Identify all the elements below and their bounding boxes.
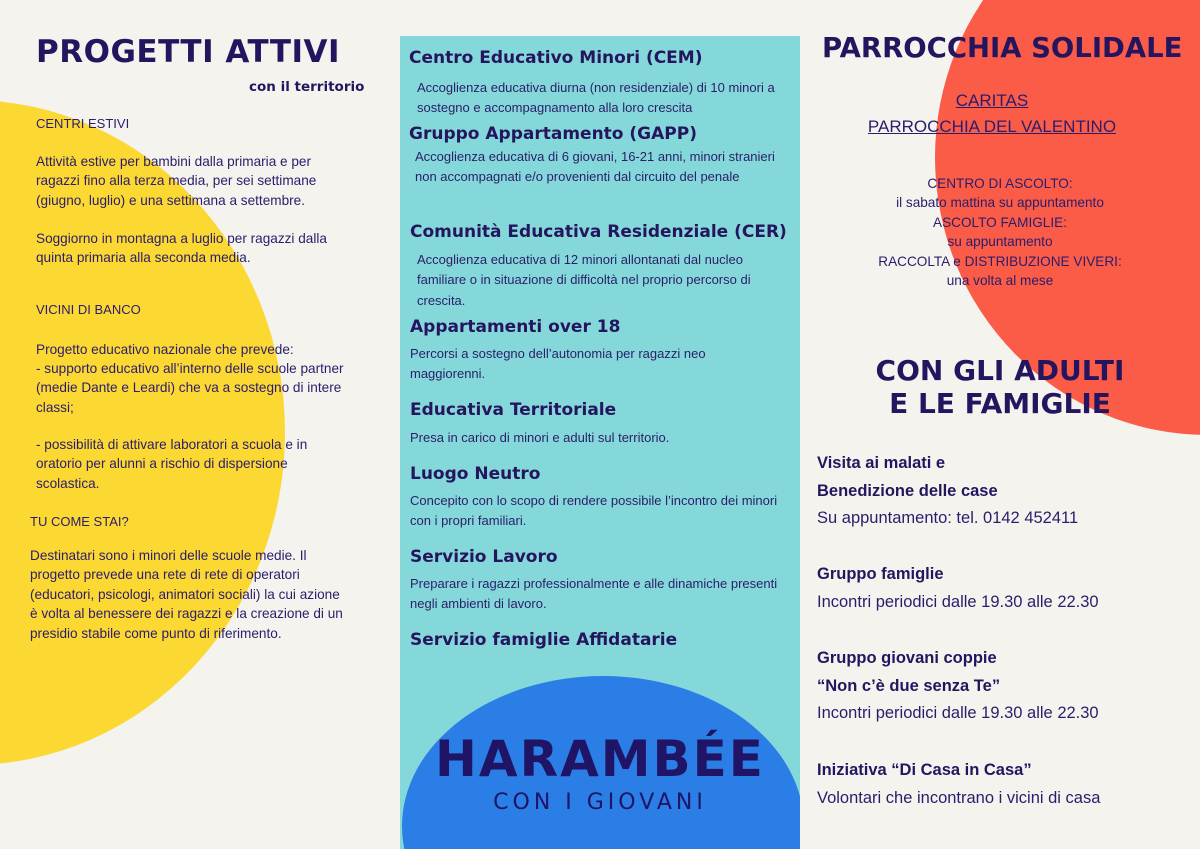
service-title-luogo-neutro: Luogo Neutro (410, 464, 541, 484)
ascolto-line: su appuntamento (947, 234, 1053, 250)
service-title-cem: Centro Educativo Minori (CEM) (409, 48, 703, 68)
tu-come-stai-heading: TU COME STAI? (30, 514, 129, 529)
vicini-di-banco-heading: VICINI DI BANCO (36, 302, 141, 317)
item-gruppo-famiglie (817, 561, 1099, 616)
item-di-casa-in-casa (817, 757, 1100, 812)
vicini-di-banco-text-3: - possibilità di attivare laboratori a scuola e in oratorio per alunni a rischio di dispersione scolastica. (36, 437, 308, 491)
vicini-di-banco-text-2: - supporto educativo all’interno delle scuole partner (medie Dante e Leardi) che va a sostegno di intere classi; (36, 361, 344, 415)
left-title: PROGETTI ATTIVI (36, 34, 341, 70)
tu-come-stai-text: Destinatari sono i minori delle scuole medie. Il progetto prevede una rete di rete di operatori (educatori, psicologi, animatori sociali) la cui azione è volta al benessere dei ragazzi e la creazione di un presidio stabile come punto di riferimento. (30, 548, 343, 641)
centri-estivi-text-1: Attività estive per bambini dalla primaria e per ragazzi fino alla terza media, per sei settimane (giugno, luglio) e una settimana a settembre. (36, 154, 317, 208)
service-text-lavoro: Preparare i ragazzi professionalmente e alle dinamiche presenti negli ambienti di lavoro. (410, 576, 778, 612)
centri-estivi-heading: CENTRI ESTIVI (36, 116, 130, 131)
item-title: Visita ai malati e (817, 454, 946, 472)
item-title: Gruppo giovani coppie (817, 649, 997, 667)
ascolto-line: CENTRO DI ASCOLTO: (927, 176, 1073, 191)
item-title: Gruppo famiglie (817, 565, 944, 583)
item-detail: Su appuntamento: tel. 0142 452411 (817, 509, 1079, 527)
item-detail: Volontari che incontrano i vicini di casa (817, 788, 1101, 807)
service-title-cer: Comunità Educativa Residenziale (CER) (410, 222, 787, 242)
caritas-link[interactable]: CARITAS (955, 91, 1029, 110)
service-title-affidatarie: Servizio famiglie Affidatarie (410, 630, 678, 650)
parrocchia-valentino-link[interactable]: PARROCCHIA DEL VALENTINO (867, 117, 1117, 136)
service-title-educativa: Educativa Territoriale (410, 400, 617, 420)
service-text-cer: Accoglienza educativa di 12 minori allontanati dal nucleo familiare o in situazione di difficoltà nel proprio percorso di crescita. (417, 252, 751, 308)
item-title: Benedizione delle case (817, 481, 998, 500)
service-text-luogo-neutro: Concepito con lo scopo di rendere possibile l’incontro dei minori con i propri familiari. (410, 493, 778, 529)
service-text-cem: Accoglienza educativa diurna (non residenziale) di 10 minori a sostegno e accompagnamento alla loro crescita (417, 80, 775, 116)
harambee-logo-title: HARAMBÉE (435, 730, 765, 788)
item-gruppo-giovani-coppie (817, 645, 1099, 728)
item-detail: Incontri periodici dalle 19.30 alle 22.30 (817, 704, 1099, 722)
vicini-di-banco-text-1: Progetto educativo nazionale che prevede: (36, 342, 294, 357)
middle-panel-services (400, 36, 800, 849)
service-title-over18: Appartamenti over 18 (410, 317, 621, 337)
service-title-gapp: Gruppo Appartamento (GAPP) (409, 124, 697, 144)
service-text-gapp: Accoglienza educativa di 6 giovani, 16-21 anni, minori stranieri non accompagnati e/o provenienti dal circuito del penale (415, 149, 775, 185)
ascolto-line: una volta al mese (946, 273, 1054, 289)
adults-title-line1: CON GLI ADULTI (875, 354, 1125, 387)
centro-ascolto-block (820, 174, 1180, 290)
ascolto-line: il sabato mattina su appuntamento (896, 195, 1104, 211)
ascolto-line: ASCOLTO FAMIGLIE: (933, 214, 1067, 230)
right-title: PARROCCHIA SOLIDALE (822, 32, 1183, 64)
service-text-over18: Percorsi a sostegno dell’autonomia per ragazzi neo maggiorenni. (410, 346, 706, 382)
centri-estivi-text-2: Soggiorno in montagna a luglio per ragazzi dalla quinta primaria alla seconda media. (36, 231, 327, 266)
service-title-lavoro: Servizio Lavoro (410, 547, 558, 567)
ascolto-line: RACCOLTA e DISTRIBUZIONE VIVERI: (878, 253, 1122, 269)
item-title: “Non c’è due senza Te” (817, 676, 1001, 695)
service-text-educativa: Presa in carico di minori e adulti sul territorio. (410, 430, 670, 445)
item-detail: Incontri periodici dalle 19.30 alle 22.30 (817, 592, 1099, 611)
harambee-logo-subtitle: CON I GIOVANI (493, 790, 707, 815)
item-title: Iniziativa “Di Casa in Casa” (817, 761, 1032, 779)
left-subtitle: con il territorio (249, 79, 365, 95)
item-visita-malati (817, 450, 1078, 533)
adults-title-line2: E LE FAMIGLIE (889, 387, 1111, 420)
